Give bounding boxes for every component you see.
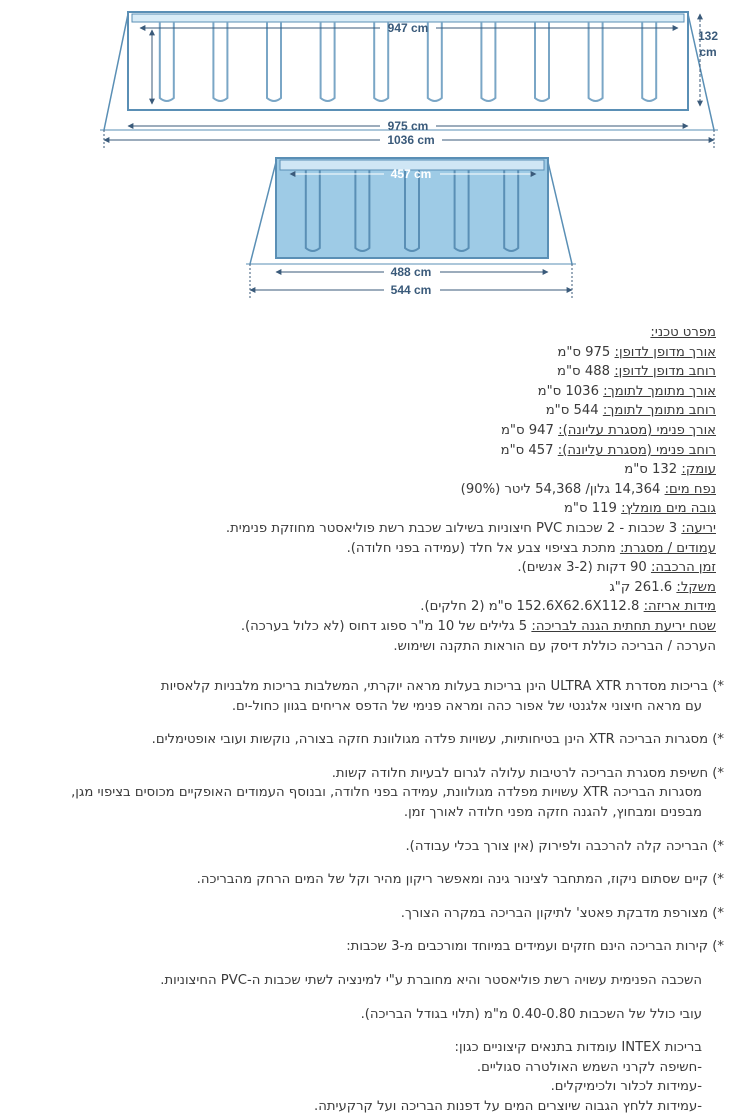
spec-row bbox=[16, 401, 716, 421]
small-frame-width-label: 488 cm bbox=[390, 265, 432, 279]
specs-footer: הערכה / הבריכה כוללת דיסק עם הוראות התקנה ושימוש. bbox=[393, 638, 716, 654]
note-4: *) הבריכה קלה להרכבה ולפירוק (אין צורך בכלי עבודה). bbox=[405, 838, 724, 854]
spec-value: 132 ס"מ bbox=[624, 462, 682, 478]
spec-row bbox=[16, 480, 716, 500]
spec-value: 14,364 גלון/ 54,368 ליטר (90%) bbox=[460, 481, 665, 497]
spec-row bbox=[16, 421, 716, 441]
spec-value: מתכת בציפוי צבע אל חלד (עמידה בפני חלודה). bbox=[346, 540, 620, 556]
spec-row bbox=[16, 382, 716, 402]
note-9: עובי כולל של השכבות 0.40-0.80 מ"מ (תלוי בגודל הבריכה). bbox=[360, 1006, 702, 1022]
specs-heading: מפרט טכני: bbox=[650, 325, 716, 340]
spec-key: אורך מתומך לתומך: bbox=[603, 383, 716, 399]
spec-value: 3 שכבות - 2 שכבות PVC חיצוניות בשילוב שכבת רשת פוליאסטר מחוזקת פנימית. bbox=[225, 520, 682, 536]
spec-value: 1036 ס"מ bbox=[537, 383, 604, 399]
spec-key: יריעה: bbox=[681, 520, 716, 536]
note-3-line-2: מסגרות הבריכה XTR עשויות מפלדה מגולוונת, עמידה בפני חלודה, ובנוסף העמודים האופקיים מכוסים בציפוי מגן, bbox=[71, 785, 702, 801]
note-1-line-1: *) בריכות מסדרת ULTRA XTR הינן בריכות בעלות מראה יוקרתי, המשלבות בריכות מלבניות קלאסיות bbox=[160, 679, 724, 694]
spec-row bbox=[16, 617, 716, 637]
spec-key: עומק: bbox=[681, 462, 716, 478]
note-8: השכבה הפנימית עשויה רשת פוליאסטר והיא מחוברת ע"י למינציה לשתי שכבות ה-PVC החיצוניות. bbox=[160, 972, 702, 988]
spec-key: רוחב פנימי (מסגרת עליונה): bbox=[557, 442, 716, 458]
note-10-line-4: -עמידות ללחץ הגבוה שיוצרים המים על דפנות הבריכה ועל קרקעיתה. bbox=[314, 1098, 702, 1114]
spec-row bbox=[16, 499, 716, 519]
note-10-line-3: -עמידות לכלור ולכימיקלים. bbox=[550, 1079, 702, 1095]
note-2: *) מסגרות הבריכה XTR הינן בטיחותיות, עשויות פלדה מגולוונת חזקה בצורה, נוקשות ועובי אופטימלים. bbox=[151, 732, 724, 748]
spec-value: 152.6X62.6X112.8 ס"מ (2 חלקים). bbox=[420, 599, 644, 615]
small-outer-width-label: 544 cm bbox=[390, 283, 432, 297]
spec-key: אורך מדופן לדופן: bbox=[614, 344, 716, 360]
note-1-line-2: עם מראה חיצוני אלגנטי של אפור כהה ומראה פנימי של הדפס אריחים בגוון כחול-ים. bbox=[231, 698, 702, 714]
note-10-line-2: -חשיפה לקרני השמש האולטרה סגוליים. bbox=[476, 1059, 702, 1075]
spec-value: 119 ס"מ bbox=[563, 501, 622, 517]
spec-key: משקל: bbox=[676, 579, 716, 595]
spec-row bbox=[16, 597, 716, 617]
spec-value: 457 ס"מ bbox=[500, 442, 558, 458]
note-3-line-3: מבפנים ומבחוץ, להגנה חזקה מפני חלודה לאורך זמן. bbox=[403, 804, 702, 820]
spec-key: שטח יריעת תחתית הגנה לבריכה: bbox=[531, 618, 716, 634]
spec-rows bbox=[16, 343, 716, 637]
large-depth-unit: cm bbox=[699, 45, 717, 59]
large-outer-length-label: 1036 cm bbox=[387, 133, 435, 147]
pool-dimensions-diagram bbox=[0, 0, 738, 305]
large-depth-label: 132 bbox=[697, 29, 719, 43]
spec-value: 261.6 ק"ג bbox=[609, 579, 677, 595]
spec-value: 947 ס"מ bbox=[500, 422, 559, 438]
spec-key: רוחב מדופן לדופן: bbox=[614, 364, 716, 380]
note-5: *) קיים שסתום ניקוז, המתחבר לצינור גינה ומאפשר ריקון מהיר וקל של המים הרחק מהבריכה. bbox=[196, 872, 724, 888]
technical-specs bbox=[16, 323, 716, 656]
spec-row bbox=[16, 343, 716, 363]
small-inner-width-label: 457 cm bbox=[390, 167, 432, 181]
spec-value: 488 ס"מ bbox=[557, 364, 615, 380]
spec-key: עמודים / מסגרת: bbox=[619, 540, 716, 556]
spec-value: 544 ס"מ bbox=[545, 403, 603, 419]
spec-key: זמן הרכבה: bbox=[650, 560, 716, 576]
note-7: *) קירות הבריכה הינם חזקים ועמידים במיוחד ומורכבים מ-3 שכבות: bbox=[346, 939, 724, 955]
spec-row bbox=[16, 578, 716, 598]
spec-key: אורך פנימי (מסגרת עליונה): bbox=[558, 422, 716, 438]
spec-row bbox=[16, 460, 716, 480]
spec-value: 975 ס"מ bbox=[557, 344, 615, 360]
spec-row bbox=[16, 519, 716, 539]
large-inner-length-label: 947 cm bbox=[387, 21, 429, 35]
spec-key: נפח מים: bbox=[664, 481, 716, 497]
note-6: *) מצורפת מדבקת פאטצ' לתיקון הבריכה במקרה הצורך. bbox=[400, 905, 724, 921]
spec-key: רוחב מתומך לתומך: bbox=[602, 403, 716, 419]
spec-row bbox=[16, 539, 716, 559]
spec-row bbox=[16, 441, 716, 461]
spec-key: מידות אריזה: bbox=[643, 599, 716, 615]
feature-notes bbox=[0, 677, 724, 1117]
spec-row bbox=[16, 558, 716, 578]
spec-value: 90 דקות (3-2 אנשים). bbox=[517, 560, 651, 576]
large-frame-length-label: 975 cm bbox=[387, 119, 429, 133]
spec-value: 5 גלילים של 10 מ"ר ספוג דחוס (לא כלול בערכה). bbox=[240, 618, 532, 634]
spec-row bbox=[16, 362, 716, 382]
note-10-line-1: בריכות INTEX עומדות בתנאים קיצוניים כגון: bbox=[454, 1040, 702, 1056]
spec-key: גובה מים מומלץ: bbox=[621, 501, 716, 517]
note-3-line-1: *) חשיפת מסגרת הבריכה לרטיבות עלולה לגרום לבעיות חלודה קשות. bbox=[331, 765, 724, 781]
